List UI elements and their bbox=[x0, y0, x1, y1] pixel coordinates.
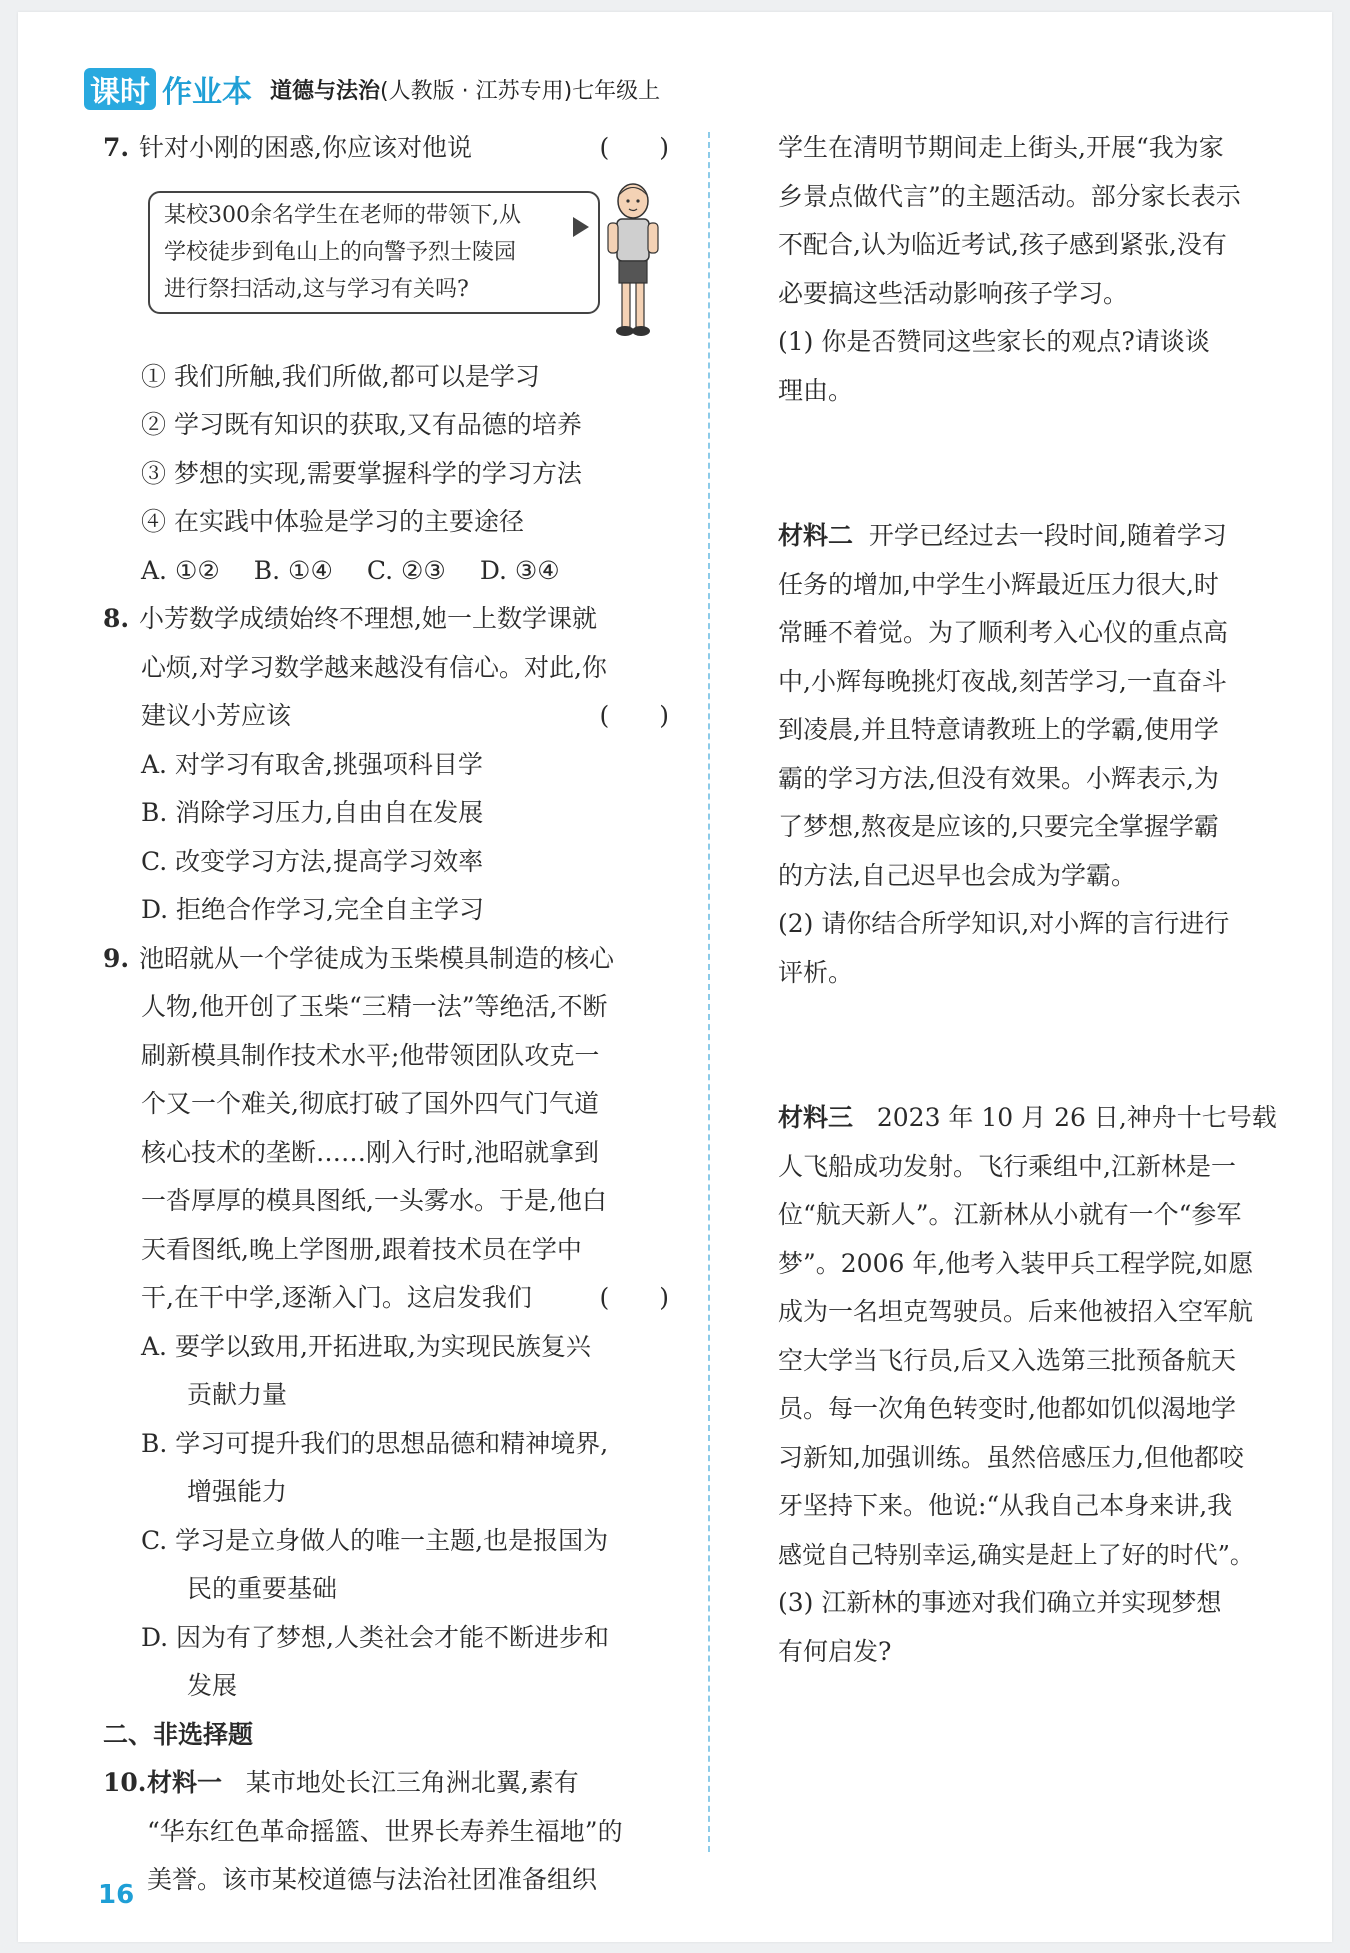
list-item: ② 学习既有知识的获取,又有品德的培养 bbox=[141, 410, 582, 439]
answer-bracket: ( ) bbox=[599, 133, 669, 162]
speech-bubble: 某校300余名学生在老师的带领下,从 学校徒步到龟山上的向警予烈士陵园 进行祭扫活动,这与学习有关吗? bbox=[148, 191, 600, 314]
option-d[interactable]: D. 因为有了梦想,人类社会才能不断进步和 bbox=[141, 1622, 609, 1652]
boy-illustration-icon bbox=[603, 179, 663, 344]
option-b[interactable]: B. 学习可提升我们的思想品德和精神境界, bbox=[141, 1428, 609, 1458]
list-item: ③ 梦想的实现,需要掌握科学的学习方法 bbox=[141, 458, 582, 488]
answer-bracket: ( ) bbox=[599, 1283, 669, 1312]
question-9-stem: 9. 池昭就从一个学徒成为玉柴模具制造的核心 bbox=[103, 943, 615, 973]
page-number: 16 bbox=[98, 1880, 135, 1910]
question-7-stem: 7. 针对小刚的困惑,你应该对他说 ( ) bbox=[103, 124, 683, 173]
option-a[interactable]: A. ①② bbox=[141, 555, 220, 585]
list-item: ④ 在实践中体验是学习的主要途径 bbox=[141, 507, 524, 536]
sub-question-2: (2) 请你结合所学知识,对小辉的言行进行 bbox=[778, 909, 1230, 938]
book-logo: 课时 bbox=[84, 68, 156, 110]
sub-question-1: (1) 你是否赞同这些家长的观点?请谈谈 bbox=[778, 327, 1210, 356]
book-title: 作业本 bbox=[162, 75, 252, 110]
column-divider bbox=[708, 132, 710, 1852]
edition-label: (人教版 · 江苏专用)七年级上 bbox=[380, 78, 661, 104]
question-8-stem: 8. 小芳数学成绩始终不理想,她一上数学课就 bbox=[103, 604, 597, 633]
option-c[interactable]: C. ②③ bbox=[366, 555, 446, 585]
left-column: 7. 针对小刚的困惑,你应该对他说 ( ) 某校300余名学生在老师的带领下,从 学校徒步到龟山上的向警予烈士陵园 进行祭扫活动,这与学习有关吗? ① 我们所触,我们所做,都可以是学习 ② 学习既有知识的获取,又有品德的培养 ③ 梦想的实现,需要掌握科学的学习方法 ④ 在实践中体验是学习的主要途径 A. ①② B. ①④ C. ②③ D. ③④ 8. 小芳数学成绩始终不理想,她一上数学课就 心烦,对学习数学越来越没有信心。对此,你 建议小芳应该 ( ) A. 对学习有取舍,挑强项科目学 B. 消除学习压力,自由自在发展 C. 改变学习方法,提高学习效率 D. 拒绝合作学习,完全自主学习 9. 池昭就从一个学徒成为玉柴模具制造的核心 人物,他开创了玉柴“三精一法”等绝活,不断 刷新模具制作技术水平;他带领团队攻克一 个又一个难关,彻底打破了国外四气门气道 核心技术的垄断……刚入行时,池昭就拿到 一沓厚厚的模具图纸,一头雾水。于是,他白 天看图纸,晚上学图册,跟着技术员在学中 干,在干中学,逐渐入门。这启发我们 ( ) A. 要学以致用,开拓进取,为实现民族复兴 贡献力量 B. 学习可提升我们的思想品德和精神境界, 增强能力 C. 学习是立身做人的唯一主题,也是报国为 民的重要基础 D. 因为有了梦想,人类社会才能不断进步和 发展 二、非选择题 10.材料一 某市地处长江三角洲北翼,素有 “华东红色革命摇篮、世界长寿养生福地”的 美誉。该市某校道德与法治社团准备组织 bbox=[103, 124, 683, 1905]
question-10-material-1: 10.材料一 某市地处长江三角洲北翼,素有 bbox=[103, 1768, 579, 1797]
question-7-options bbox=[103, 547, 683, 596]
option-b[interactable]: B. ①④ bbox=[253, 555, 333, 585]
question-10-material-2: 材料二 开学已经过去一段时间,随着学习 bbox=[778, 521, 1227, 550]
option-d[interactable]: D. 拒绝合作学习,完全自主学习 bbox=[141, 895, 484, 924]
section-title: 二、非选择题 bbox=[103, 1719, 254, 1749]
question-7-illustration bbox=[103, 179, 683, 349]
sub-question-3: (3) 江新林的事迹对我们确立并实现梦想 bbox=[778, 1588, 1222, 1617]
question-10-material-3: 材料三 2023 年 10 月 26 日,神舟十七号载 bbox=[778, 1103, 1277, 1132]
list-item: ① 我们所触,我们所做,都可以是学习 bbox=[141, 361, 540, 391]
subject-title: 道德与法治 bbox=[270, 78, 381, 104]
option-c[interactable]: C. 学习是立身做人的唯一主题,也是报国为 bbox=[141, 1525, 609, 1555]
speech-bubble-tail bbox=[573, 217, 589, 237]
page-sheet bbox=[18, 12, 1332, 1942]
answer-space[interactable] bbox=[778, 997, 1298, 1046]
page-header bbox=[84, 64, 660, 114]
option-a[interactable]: A. 要学以致用,开拓进取,为实现民族复兴 bbox=[141, 1331, 591, 1361]
answer-bracket: ( ) bbox=[599, 701, 669, 730]
option-a[interactable]: A. 对学习有取舍,挑强项科目学 bbox=[141, 749, 483, 779]
right-column: 学生在清明节期间走上街头,开展“我为家 乡景点做代言”的主题活动。部分家长表示 不配合,认为临近考试,孩子感到紧张,没有 必要搞这些活动影响孩子学习。 (1) 你是否赞同这些家长的观点?请谈谈 理由。 材料二 开学已经过去一段时间,随着学习 任务的增加,中学生小辉最近压力很大,时 常睡不着觉。为了顺利考入心仪的重点高 中,小辉每晚挑灯夜战,刻苦学习,一直奋斗 到凌晨,并且特意请教班上的学霸,使用学 霸的学习方法,但没有效果。小辉表示,为 了梦想,熬夜是应该的,只要完全掌握学霸 的方法,自己迟早也会成为学霸。 (2) 请你结合所学知识,对小辉的言行进行 评析。 材料三 2023 年 10 月 26 日,神舟十七号载 人飞船成功发射。飞行乘组中,江新林是一 位“航天新人”。江新林从小就有一个“参军 梦”。2006 年,他考入装甲兵工程学院,如愿 成为一名坦克驾驶员。后来他被招入空军航 空大学当飞行员,后又入选第三批预备航天 员。每一次角色转变时,他都如饥似渴地学 习新知,加强训练。虽然倍感压力,但他都咬 牙坚持下来。他说:“从我自己本身来讲,我 感觉自己特别幸运,确实是赶上了好的时代”。 (3) 江新林的事迹对我们确立并实现梦想 有何启发? bbox=[778, 124, 1298, 1676]
option-c[interactable]: C. 改变学习方法,提高学习效率 bbox=[141, 846, 484, 876]
option-b[interactable]: B. 消除学习压力,自由自在发展 bbox=[141, 798, 484, 827]
option-d[interactable]: D. ③④ bbox=[479, 555, 560, 585]
answer-space[interactable] bbox=[778, 415, 1298, 464]
